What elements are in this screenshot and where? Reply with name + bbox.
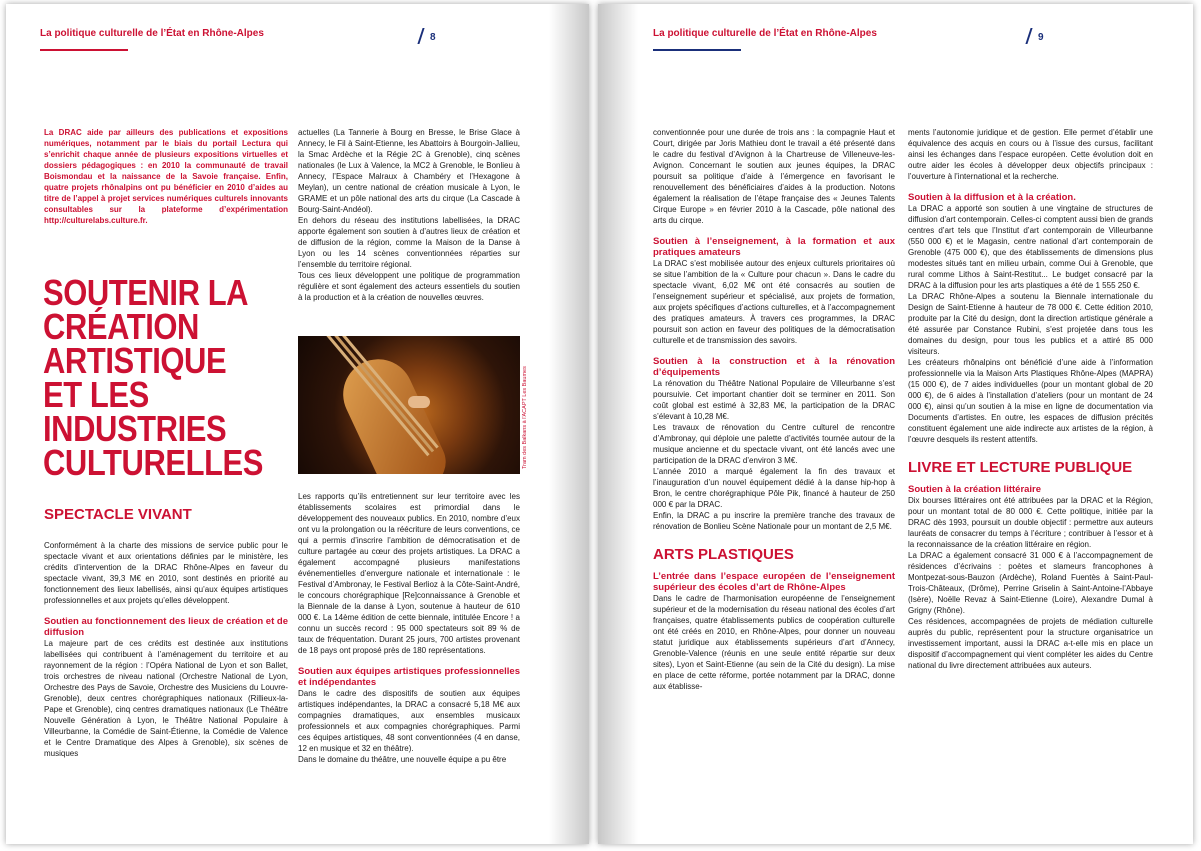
- subheading: Soutien à l’enseignement, à la formation et aux pratiques amateurs: [653, 236, 895, 258]
- paragraph: ments l’autonomie juridique et de gestion. Elle permet d’établir une équivalence des acquis en cours ou à l’issue des cursus, facilitant ainsi les échanges dans l’espace européen. Cette évolution doit en outre aider les écoles à développer deux objectifs principaux : l’ouverture à l’international et la recherche.: [908, 128, 1153, 181]
- page-gutter-shadow: [598, 4, 638, 844]
- paragraph: Dix bourses littéraires ont été attribuées par la DRAC et la Région, pour un montant total de 80 000 €. Cette politique, initiée par la DRAC dès 1993, poursuit un double objectif : permettre aux auteurs lauréats de consacrer du temps à l’écriture ; contribuer à l’essor et à la reconnaissance de la création littéraire en région.: [908, 496, 1153, 549]
- section-title: ARTS PLASTIQUES: [653, 546, 794, 563]
- slash-mark: [417, 28, 424, 44]
- paragraph: conventionnée pour une durée de trois ans : la compagnie Haut et Court, dirigée par Joris Mathieu dont le travail a été présenté dans le cadre du festival d’Avignon à la Chartreuse de Villeneuve-les-Avignon. Concernant le soutien aux jeunes équipes, la DRAC poursuit sa politique d’aide à l’émergence en favorisant le renouvellement des bénéficiaires d’aides à la production. Notons également la réalisation de l’étape française des « Jeunes Talents Cirque Europe » en février 2010 à la Cascade, pôle national des arts du cirque.: [653, 128, 895, 225]
- paragraph: actuelles (La Tannerie à Bourg en Bresse, le Brise Glace à Annecy, le Fil à Saint-Etienne, les Abattoirs à Bourgoin-Jallieu, la Smac Ardèche et la Régie 2C à Grenoble), cinq scènes nationales (le Lux à Valence, la MC2 à Grenoble, le Bonlieu à Annecy, l’Espace Malraux à Chambéry et l’Hexagone à Meylan), un centre national de création musicale à Lyon, le GRAME et un pôle national des arts du cirque (La Cascade à Bourg-Saint-Andéol).: [298, 128, 520, 214]
- photo-credit: Tram des Balkans à l'ACAPT Les Baumes: [522, 366, 528, 469]
- paragraph: Conformément à la charte des missions de service public pour le spectacle vivant et aux orientations définies par le ministère, les crédits d’intervention de la DRAC Rhône-Alpes en faveur du spectacle vivant, 39,3 M€ en 2010, sont destinés en priorité au fonctionnement des lieux labellisés, ainsi qu’aux équipes artistiques professionnelles et aux projets qu’elles développent.: [44, 541, 288, 605]
- paragraph: La DRAC Rhône-Alpes a soutenu la Biennale internationale du Design de Saint-Etienne à hauteur de 78 000 €. Cette édition 2010, produite par la Cité du design, dont la direction artistique générale a été assurée par Constance Rubini, s’est projetée dans tous les domaines du design, pour tous les publics et a attiré 85 000 visiteurs.: [908, 292, 1153, 356]
- paragraph: La DRAC a également consacré 31 000 € à l’accompagnement de résidences d’écrivains : poètes et slameurs francophones à Montpezat-sous-Bauzon (Ardèche), Roland Fuentès à Saint-Paul-Trois-Châteaux, (Drôme), Perrine Griselin à Saint-Antoine-l’Abbaye (Isère), Noëlle Revaz à Saint-Etienne (Loire), Alexandre Dumal à Grigny (Rhône).: [908, 551, 1153, 615]
- left-column-1: [44, 506, 288, 759]
- section-title: SPECTACLE VIVANT: [44, 506, 192, 523]
- paragraph: Dans le cadre des dispositifs de soutien aux équipes artistiques indépendantes, la DRAC a consacré 5,18 M€ aux compagnies dramatiques, aux ensembles musicaux professionnels et aux compagnies chorégraphiques. Parmi ces équipes artistiques, 48 sont conventionnées (4 en danse, 12 en musique et 32 en théâtre).: [298, 689, 520, 753]
- subheading: Soutien à la construction et à la rénovation d’équipements: [653, 356, 895, 378]
- paragraph: Les rapports qu’ils entretiennent sur leur territoire avec les établissements scolaires est primordial dans le développement des nouveaux publics. En 2010, nombre d’eux ont vu la prolongation ou la réécriture de leurs conventions, ce qui a permis d’inscrire l’ambition de démocratisation et de culture partagée au cœur des projets artistiques. La DRAC a également accompagné plusieurs manifestations événementielles d’envergure nationale et internationale : le Festival d’Ambronay, le Festival Berlioz à la Côte-Saint-André, le concours chorégraphique [Re]connaissance à Grenoble et la Biennale de la danse à Lyon, soutenue à hauteur de 610 000 €. La 14ème édition de cette biennale, intitulée Encore ! a connu un succès record : 95 000 spectateurs soit 89 % de taux de fréquentation. Durant 25 jours, 700 artistes provenant de 18 pays ont proposé près de 180 représentations.: [298, 492, 520, 655]
- slash-mark: [1025, 28, 1032, 44]
- right-page: [598, 4, 1193, 844]
- page-number: [1028, 28, 1044, 44]
- paragraph: La DRAC s’est mobilisée autour des enjeux culturels prioritaires où se situe l’ambition de la « Culture pour chacun ». Dans le cadre du spectacle vivant, 6,02 M€ ont été consacrés au soutien de l’enseignement supérieur et spécialisé, aux projets de formation, aux projets spécifiques d’actions culturelles, et à l’accompagnement des pratiques amateurs. À travers ces programmes, la DRAC poursuit son action en faveur des politiques de la démocratisation culturelle et de transmission des savoirs.: [653, 259, 895, 345]
- right-column-2: [908, 127, 1153, 671]
- subheading: Soutien à la diffusion et à la création.: [908, 192, 1076, 203]
- left-page: [6, 4, 589, 844]
- subheading: Soutien à la création littéraire: [908, 484, 1042, 495]
- paragraph: La majeure part de ces crédits est destinée aux institutions labellisées qui contribuent à l’aménagement du territoire et au rayonnement de la région : l’Opéra National de Lyon et son Ballet, trois orchestres de niveau national (Orchestre National de Lyon, Orchestre des Pays de Savoie, Orchestre des Musiciens du Louvre-Grenoble), deux centres chorégraphiques nationaux (Rillieux-la-Pape et Grenoble), cinq centres dramatiques nationaux (Le Théâtre Nouvelle Génération à Lyon, le Théâtre National Populaire à Villeurbanne, la Comédie de Saint-Étienne, la Comédie de Valence et le Centre Dramatique des Alpes à Grenoble), six scènes de musiques: [44, 639, 288, 758]
- header-rule: [653, 49, 741, 51]
- running-head: La politique culturelle de l’État en Rhône-Alpes: [40, 28, 264, 39]
- paragraph: La rénovation du Théâtre National Populaire de Villeurbanne s’est poursuivie. Cet important chantier doit se terminer en 2011. Son coût global est estimé à 32,83 M€, la participation de la DRAC s’élevant à 10,28 M€.: [653, 379, 895, 421]
- subheading: L’entrée dans l’espace européen de l’enseignement supérieur des écoles d’art de Rhône-Alpes: [653, 571, 895, 593]
- page-gutter-shadow: [549, 4, 589, 844]
- paragraph: Les travaux de rénovation du Centre culturel de rencontre d’Ambronay, qui déploie une palette d’activités tournée autour de la musique ancienne et du spectacle vivant, ont été lancés avec une participation de la DRAC d’environ 3 M€.: [653, 423, 895, 465]
- section-title: LIVRE ET LECTURE PUBLIQUE: [908, 459, 1133, 476]
- paragraph: La DRAC a apporté son soutien à une vingtaine de structures de diffusion d’art contemporain. Celles-ci comptent aussi bien de grands centres d’art tels que l’Institut d’art contemporain de Villeurbanne (550 000 €) et le Magasin, centre national d’art contemporain de Grenoble (475 000 €), que des établissements de dimensions plus modestes situés tant en milieu urbain, comme Oui à Grenoble, que rural comme Lithos à Saint-Restitut... Le budget consacré par la DRAC à la diffusion pour les arts plastiques a été de 1 555 250 €.: [908, 204, 1153, 290]
- left-column-2-bottom: [298, 491, 520, 765]
- page-number-text: 9: [1038, 32, 1044, 43]
- paragraph: Ces résidences, accompagnées de projets de médiation culturelle auprès du public, représentent pour la structure organisatrice un investissement important, aussi la DRAC a-t-elle mis en place un dispositif d’accompagnement qui vient compléter les aides du Centre national du livre directement attribuées aux auteurs.: [908, 617, 1153, 670]
- left-column-2-top: [298, 127, 520, 303]
- subheading: Soutien au fonctionnement des lieux de création et de diffusion: [44, 616, 288, 638]
- paragraph: Dans le domaine du théâtre, une nouvelle équipe a pu être: [298, 755, 507, 764]
- paragraph: Les créateurs rhônalpins ont bénéficié d’une aide à l’information professionnelle via la Maison Arts Plastiques Rhône-Alpes (MAPRA) (15 000 €), de 7 aides individuelles (pour un montant global de 20 000 €), de 6 aides à l’installation d’ateliers (pour un montant de 24 000 €), ainsi qu’un soutien à la mise en ligne de documentation via Documents d’artistes. En outre, les espaces de diffusion précités constituent également une aide indirecte aux artistes de la région, à l’œuvre desquels ils restent attentifs.: [908, 358, 1153, 444]
- paragraph: L’année 2010 a marqué également la fin des travaux et l’inauguration d’un nouvel équipement dédié à la danse hip-hop à Bron, le centre chorégraphique Pôle Pik, financé à hauteur de 250 000 € par la DRAC.: [653, 467, 895, 509]
- subheading: Soutien aux équipes artistiques professionnelles et indépendantes: [298, 666, 520, 688]
- paragraph: Enfin, la DRAC a pu inscrire la première tranche des travaux de rénovation de Bonlieu Scène Nationale pour un montant de 2,5 M€.: [653, 511, 895, 531]
- intro-paragraph: La DRAC aide par ailleurs des publications et expositions numériques, notamment par le biais du portail Lectura qui s’enrichit chaque année de plusieurs expositions virtuelles et dossiers pédagogiques : en 2010 la communauté de travail Boismondau et la naissance de la Savoie française. Enfin, quatre projets rhônalpins ont pu bénéficier en 2010 d’aides au titre de l’appel à projet services numériques culturels innovants consultables sur la plateforme d’expérimentation http://culturelabs.culture.fr.: [44, 128, 288, 225]
- double-bass-photo: [298, 336, 520, 474]
- page-number-text: 8: [430, 32, 436, 43]
- page-number: [420, 28, 436, 44]
- header-rule: [40, 49, 128, 51]
- right-column-1: [653, 127, 895, 692]
- paragraph: Tous ces lieux développent une politique de programmation régulière et sont également des acteurs essentiels du soutien à la production et à la création de nouvelles œuvres.: [298, 271, 520, 302]
- running-head: La politique culturelle de l’État en Rhône-Alpes: [653, 28, 877, 39]
- main-title: SOUTENIR LA CRÉATION ARTISTIQUE ET LES INDUSTRIES CULTURELLES: [43, 272, 264, 483]
- paragraph: Dans le cadre de l’harmonisation européenne de l’enseignement supérieur et de la modernisation du réseau national des écoles d’art françaises, quatre établissements publics de coopération culturelle ont été créés en 2010, en Rhône-Alpes, pour donner un nouveau statut juridique aux établissements supérieurs d’art d’Annecy, Grenoble-Valence (réunis en une seule entité répartie sur deux sites), Lyon et Saint-Etienne (au sein de la Cité du design). La mise en place de cette réforme, portée notamment par la DRAC, donne aux établisse-: [653, 594, 895, 691]
- paragraph: En dehors du réseau des institutions labellisées, la DRAC apporte également son soutien à d’autres lieux de création et de diffusion de la région, comme la Maison de la Danse à Lyon ou les 14 scènes conventionnées réparties sur l’ensemble du territoire régional.: [298, 216, 520, 269]
